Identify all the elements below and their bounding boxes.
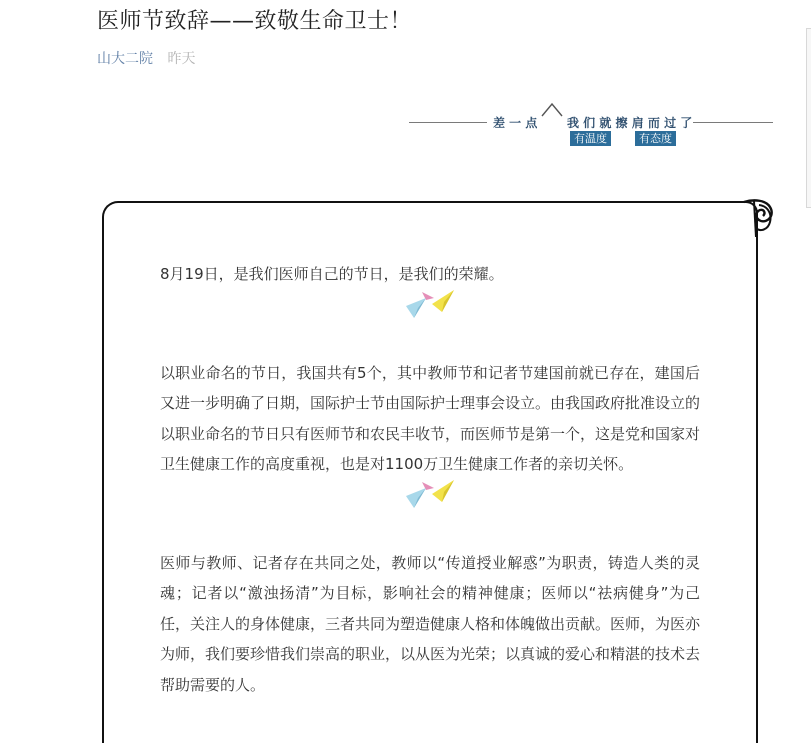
paragraph-3: 医师与教师、记者存在共同之处，教师以“传道授业解惑”为职责，铸造人类的灵魂；记者以“激浊扬清”为目标，影响社会的精神健康；医师以“祛病健身”为己任，关注人的身体健康，三者共同为塑造健康人格和体魄做出贡献。医师，为医亦为师，我们要珍惜我们崇高的职业，以从医为光荣；以真诚的爱心和精湛的技术去帮助需要的人。: [160, 553, 701, 694]
tag-attitude: 有态度: [635, 131, 676, 146]
divider-planes-1: [160, 290, 700, 334]
deco-line-right: [693, 122, 773, 123]
scrollbar[interactable]: [806, 28, 811, 208]
deco-right-phrase: 我 们 就 擦 肩 而 过 了: [567, 116, 693, 130]
deco-line-left: [409, 122, 487, 123]
author-link[interactable]: 山大二院: [97, 51, 153, 67]
header-decoration: [405, 98, 777, 150]
article-meta: [97, 48, 195, 68]
tag-warmth: 有温度: [570, 131, 611, 146]
article-title: 医师节致辞——致敬生命卫士！: [97, 9, 413, 34]
divider-planes-2: [160, 480, 700, 524]
paper-plane-icon: [400, 478, 460, 512]
paper-plane-icon: [400, 288, 460, 322]
paragraph-2: 以职业命名的节日，我国共有5个，其中教师节和记者节建国前就已存在，建国后又进一步明确了日期，国际护士节由国际护士理事会设立。由我国政府批准设立的以职业命名的节日只有医师节和农民丰收节，而医师节是第一个，这是党和国家对卫生健康工作的高度重视，也是对1100万卫生健康工作者的亲切关怀。: [160, 363, 701, 473]
article-content: [160, 259, 700, 700]
caret-up-icon: [540, 100, 564, 118]
paragraph-1: 8月19日，是我们医师自己的节日，是我们的荣耀。: [160, 265, 504, 283]
publish-time: 昨天: [167, 51, 196, 67]
deco-left-phrase: 差 一 点: [493, 116, 538, 130]
scroll-curl-icon: [742, 197, 776, 237]
